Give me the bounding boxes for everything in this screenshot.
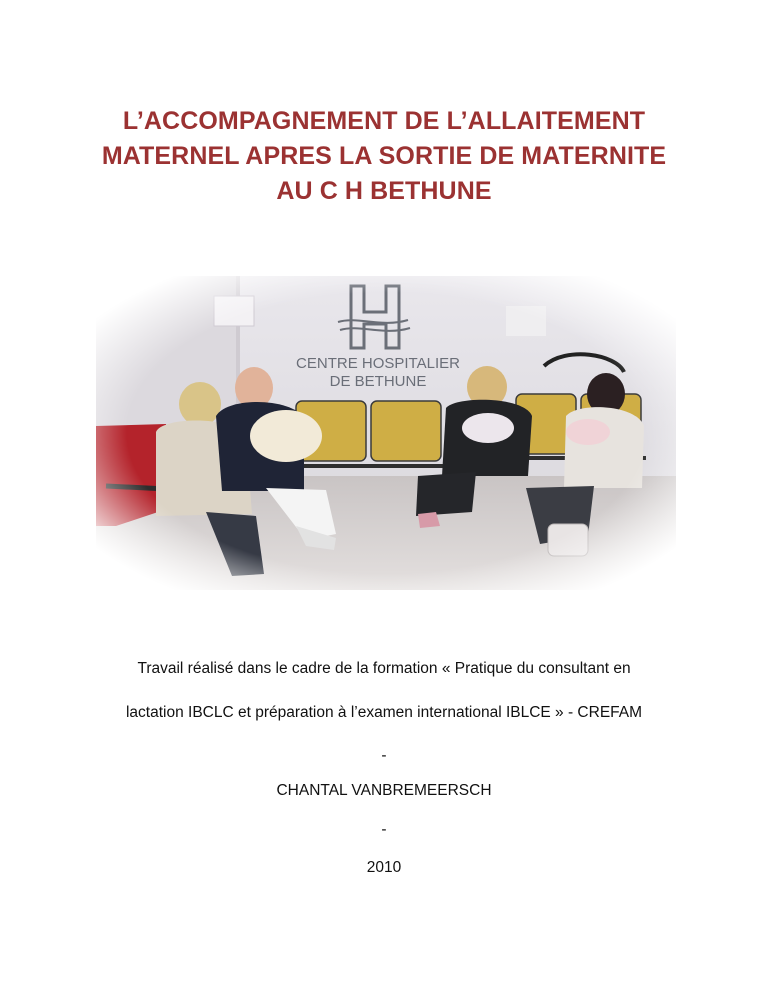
document-title <box>60 104 708 209</box>
title-line-2: MATERNEL APRES LA SORTIE DE MATERNITE <box>101 142 667 170</box>
title-line-1: L’ACCOMPAGNEMENT DE L’ALLAITEMENT <box>122 107 646 135</box>
separator-2: - <box>381 821 387 838</box>
document-year: 2010 <box>366 859 402 876</box>
cover-photo <box>96 276 676 590</box>
separator-1: - <box>381 747 387 764</box>
author-name: CHANTAL VANBREMEERSCH <box>276 782 492 799</box>
caption-line-2: lactation IBCLC et préparation à l’examen international IBLCE » - CREFAM <box>125 704 643 721</box>
caption-line-1: Travail réalisé dans le cadre de la formation « Pratique du consultant en <box>137 660 631 677</box>
title-line-3: AU C H BETHUNE <box>276 177 492 205</box>
